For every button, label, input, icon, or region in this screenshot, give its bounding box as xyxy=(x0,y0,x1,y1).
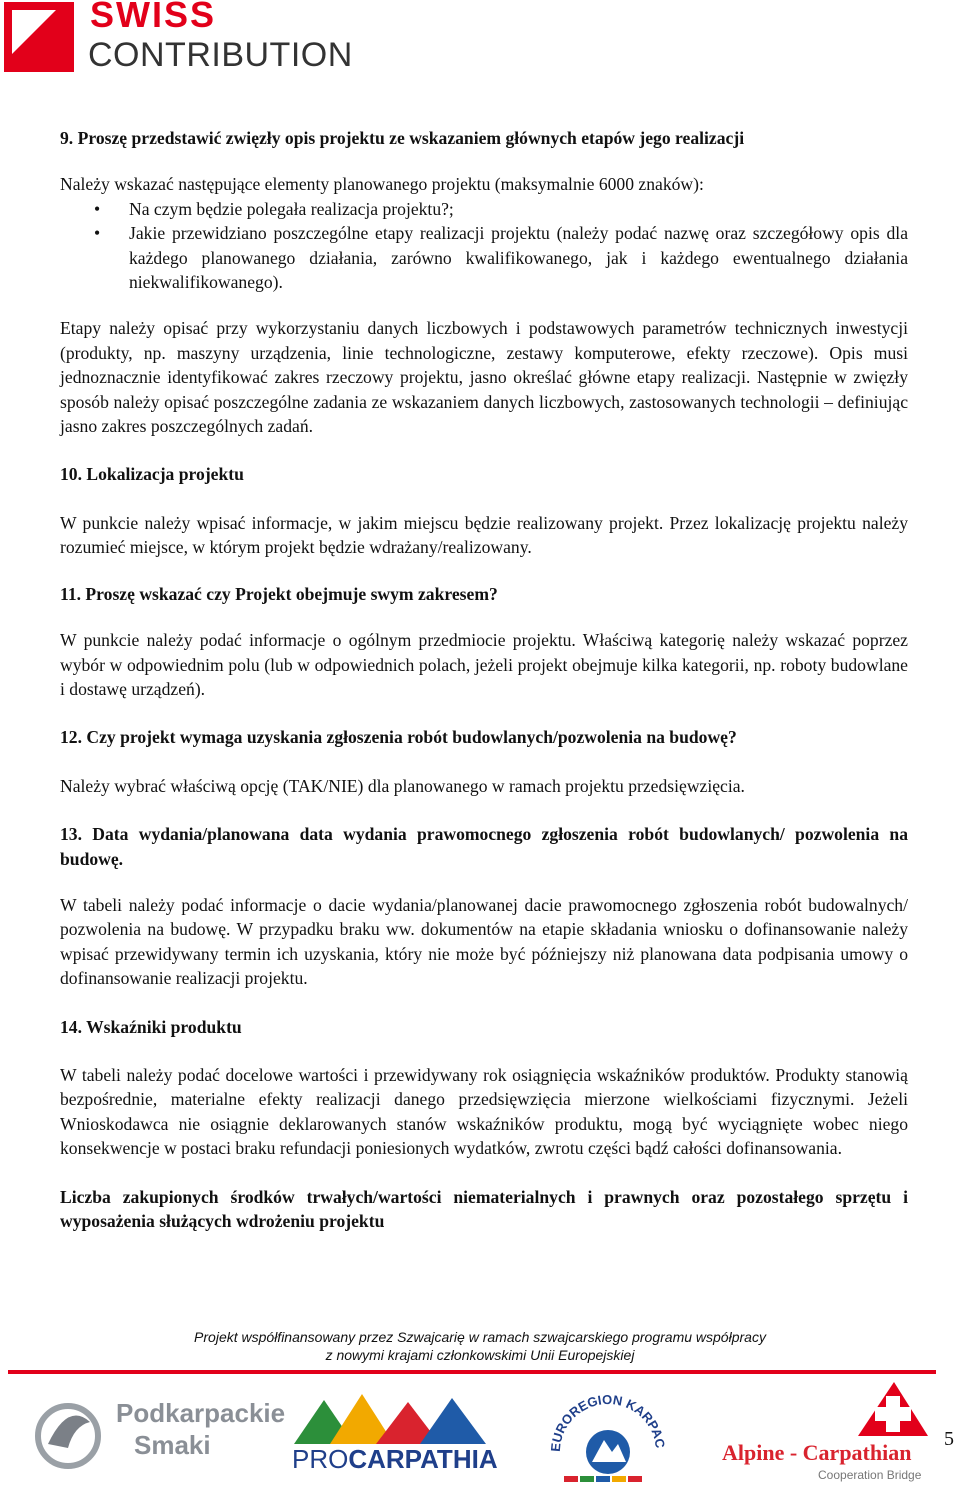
logo-text-swiss: SWISS xyxy=(90,0,217,35)
section-13-body: W tabeli należy podać informacje o dacie wydania/planowanej dacie prawomocnego zgłoszenia robót budowalnych/ pozwolenia na budowę. W przypadku braku ww. dokumentów na etapie składania wniosku o dofinansowanie należy wpisać przewidywany termin ich uzyskania, który nie może być późniejszy niż planowana data podpisania umowy o dofinansowanie realizacji projektu. xyxy=(60,894,908,989)
alpine-carpathian-logo xyxy=(722,1378,942,1488)
swiss-flag-icon xyxy=(4,2,74,72)
procarpathia-logo xyxy=(290,1392,498,1476)
swiss-cross-mountain-icon xyxy=(858,1378,928,1436)
logo2-carpathia: CARPATHIA xyxy=(348,1444,498,1474)
document-body xyxy=(60,126,908,1233)
section-14-title: 14. Wskaźniki produktu xyxy=(60,1016,242,1037)
section-11-title: 11. Proszę wskazać czy Projekt obejmuje swym zakresem? xyxy=(60,583,498,604)
footer-note xyxy=(0,1328,960,1364)
section-14-body: W tabeli należy podać docelowe wartości i przewidywany rok osiągnięcia wskaźników produktów. Produkty stanowią bezpośrednie, materialne efekty realizacji danego przedsięwzięcia mierzone wielkościami fizycznymi. Jeżeli Wnioskodawca nie osiągnie deklarowanych stanów wskaźników produktu, mogą być wyciągnięte wobec niego konsekwencje w postaci braku refundacji poniesionych wydatków, zwrotu części bądź całości dofinansowania. xyxy=(60,1064,908,1159)
section-9-bullets xyxy=(60,197,908,295)
section-9-title: 9. Proszę przedstawić zwięzły opis projektu ze wskazaniem głównych etapów jego realizacji xyxy=(60,128,745,148)
footer-line-1: Projekt współfinansowany przez Szwajcarię w ramach szwajcarskiego programu współpracy xyxy=(194,1329,766,1345)
euroregion-emblem-icon xyxy=(546,1382,670,1486)
logo2-pro: PRO xyxy=(292,1444,349,1474)
section-9-intro: Należy wskazać następujące elementy planowanego projektu (maksymalnie 6000 znaków): xyxy=(60,174,704,195)
footer-line-2: z nowymi krajami członkowskimi Unii Europejskiej xyxy=(325,1347,635,1363)
section-14-subtitle: Liczba zakupionych środków trwałych/wartości niematerialnych i prawnych oraz pozostałego sprzętu i wyposażenia służących wdrożeniu projektu xyxy=(60,1186,908,1231)
euroregion-karpacki-logo xyxy=(546,1382,670,1486)
list-item: • Na czym będzie polegała realizacja projektu?; xyxy=(60,197,908,221)
list-item: • Jakie przewidziano poszczególne etapy realizacji projektu (należy podać nazwę oraz szczegółowy opis dla każdego planowanego działania, zarówno kwalifikowanego, jak i każdego ewentualnego działania niekwalifikowanego). xyxy=(60,221,908,294)
page-number: 5 xyxy=(944,1428,954,1450)
podkarpackie-leaf-icon xyxy=(28,1392,108,1472)
section-9-body: Etapy należy opisać przy wykorzystaniu danych liczbowych i podstawowych parametrów technicznych inwestycji (produkty, np. maszyny urządzenia, linie technologiczne, zestawy komputerowe, efekty rzeczowe). Opis musi jednoznacznie identyfikować zakres rzeczowy projektu, jasno określać główne etapy realizacji. Następnie w zwięzły sposób należy opisać poszczególne zadania ze wskazaniem danych liczbowych, zastosowanych technologii – definiując jasno zakres poszczególnych zadań. xyxy=(60,318,908,437)
section-12-title: 12. Czy projekt wymaga uzyskania zgłoszenia robót budowlanych/pozwolenia na budowę? xyxy=(60,727,737,748)
section-11-body: W punkcie należy podać informacje o ogólnym przedmiocie projektu. Właściwą kategorię należy wskazać poprzez wybór w odpowiednim polu (lub w odpowiednich polach, jeżeli projekt obejmuje kilka kategorii, np. roboty budowlane i dostawę urządzeń). xyxy=(60,630,908,699)
swiss-contribution-logo xyxy=(0,0,400,80)
logo1-top-text: Podkarpackie xyxy=(116,1398,286,1428)
partner-logos xyxy=(0,1378,960,1490)
mountains-icon xyxy=(290,1392,490,1446)
logo4-bottom-text: Cooperation Bridge xyxy=(818,1468,922,1482)
section-10-body: W punkcie należy wpisać informacje, w jakim miejscu będzie realizowany projekt. Przez lokalizację projektu należy rozumieć miejsce, w którym projekt będzie wdrażany/realizowany. xyxy=(60,512,908,558)
logo-text-contribution: CONTRIBUTION xyxy=(88,36,353,74)
svg-text:EUROREGION KARPACKI: EUROREGION KARPAC xyxy=(547,1391,668,1453)
podkarpackie-smaki-logo xyxy=(28,1392,286,1472)
logo1-bottom-text: Smaki xyxy=(134,1430,211,1460)
procarpathia-text xyxy=(292,1444,498,1475)
footer-divider xyxy=(8,1370,936,1374)
section-13-title: 13. Data wydania/planowana data wydania prawomocnego zgłoszenia robót budowlanych/ pozwolenia na budowę. xyxy=(60,824,908,869)
section-12-body: Należy wybrać właściwą opcję (TAK/NIE) dla planowanego w ramach projektu przedsięwzięcia. xyxy=(60,775,745,796)
logo4-top-text: Alpine - Carpathian xyxy=(722,1440,912,1465)
section-10-title: 10. Lokalizacja projektu xyxy=(60,464,244,485)
